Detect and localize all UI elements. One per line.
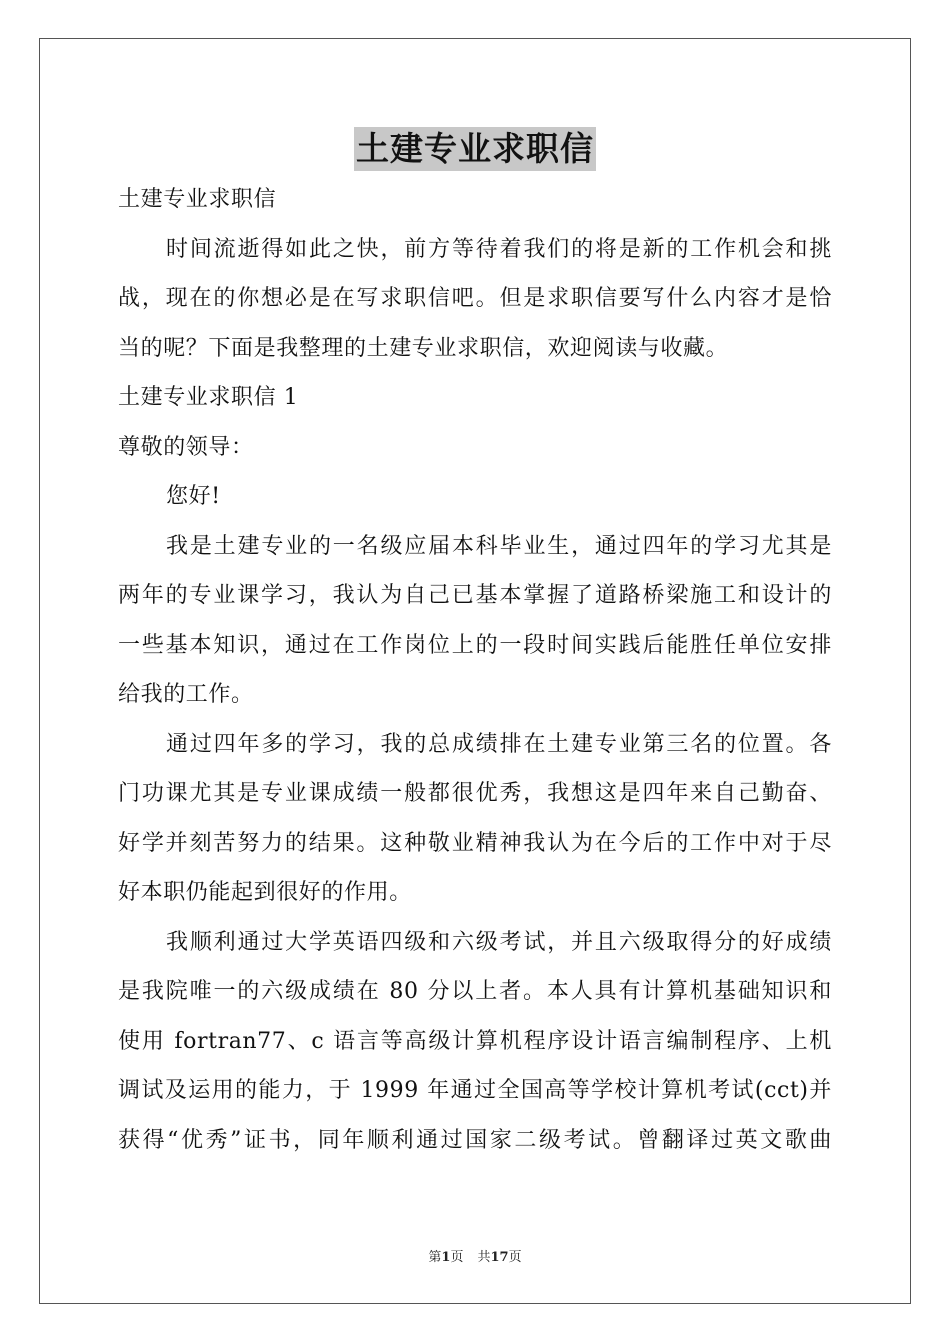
line-text: 您好! bbox=[166, 484, 221, 509]
total-suffix: 页 bbox=[508, 1250, 522, 1265]
body-line bbox=[118, 1116, 832, 1166]
document-title: 土建专业求职信 bbox=[354, 127, 596, 171]
line-text: 好学并刻苦努力的结果。这种敬业精神我认为在今后的工作中对于尽 bbox=[118, 830, 832, 856]
body-line bbox=[118, 967, 832, 1017]
line-text: 使用 fortran77、c 语言等高级计算机程序设计语言编制程序、上机 bbox=[118, 1028, 832, 1054]
line-text: 门功课尤其是专业课成绩一般都很优秀，我想这是四年来自己勤奋、 bbox=[118, 781, 832, 806]
line-text: 一些基本知识，通过在工作岗位上的一段时间实践后能胜任单位安排 bbox=[118, 632, 832, 658]
body-line bbox=[118, 621, 832, 671]
total-prefix: 共 bbox=[477, 1250, 491, 1265]
body-line bbox=[118, 918, 832, 968]
page-current: 1 bbox=[441, 1250, 451, 1265]
body-line bbox=[118, 819, 832, 869]
body-line bbox=[118, 670, 832, 720]
page-total: 17 bbox=[490, 1250, 509, 1265]
line-text: 两年的专业课学习，我认为自己已基本掌握了道路桥梁施工和设计的 bbox=[118, 583, 832, 608]
line-text: 土建专业求职信 bbox=[118, 187, 277, 212]
body-line bbox=[118, 868, 832, 918]
line-text: 土建专业求职信 1 bbox=[118, 385, 299, 410]
title-container bbox=[0, 127, 950, 171]
body-line bbox=[118, 1066, 832, 1116]
body-line bbox=[118, 175, 832, 225]
body-line bbox=[118, 720, 832, 770]
line-text: 给我的工作。 bbox=[118, 682, 254, 707]
line-text: 是我院唯一的六级成绩在 80 分以上者。本人具有计算机基础知识和 bbox=[118, 979, 832, 1004]
section-heading bbox=[118, 373, 832, 423]
line-text: 时间流逝得如此之快，前方等待着我们的将是新的工作机会和挑 bbox=[166, 236, 832, 262]
line-text: 我是土建专业的一名级应届本科毕业生，通过四年的学习尤其是 bbox=[166, 533, 832, 559]
body-line bbox=[118, 225, 832, 275]
line-text: 我顺利通过大学英语四级和六级考试，并且六级取得分的好成绩 bbox=[166, 929, 832, 955]
line-text: 好本职仍能起到很好的作用。 bbox=[118, 880, 412, 905]
body-line bbox=[118, 769, 832, 819]
line-text: 当的呢？下面是我整理的土建专业求职信，欢迎阅读与收藏。 bbox=[118, 335, 729, 361]
line-text: 战，现在的你想必是在写求职信吧。但是求职信要写什么内容才是恰 bbox=[118, 286, 832, 311]
page-suffix: 页 bbox=[450, 1250, 464, 1265]
line-text: 调试及运用的能力，于 1999 年通过全国高等学校计算机考试(cct)并 bbox=[118, 1078, 832, 1103]
body-line bbox=[118, 1017, 832, 1067]
body-line bbox=[118, 571, 832, 621]
line-text: 尊敬的领导： bbox=[118, 434, 254, 460]
line-text: 获得“优秀”证书，同年顺利通过国家二级考试。曾翻译过英文歌曲 bbox=[118, 1127, 832, 1153]
salutation bbox=[118, 423, 832, 473]
body-line bbox=[118, 274, 832, 324]
page-prefix: 第 bbox=[428, 1250, 442, 1265]
page-footer bbox=[0, 1246, 950, 1265]
line-text: 通过四年多的学习，我的总成绩排在土建专业第三名的位置。各 bbox=[166, 731, 832, 757]
body-line bbox=[118, 324, 832, 374]
body-line bbox=[118, 522, 832, 572]
document-body bbox=[118, 175, 832, 1165]
greeting bbox=[118, 472, 832, 522]
